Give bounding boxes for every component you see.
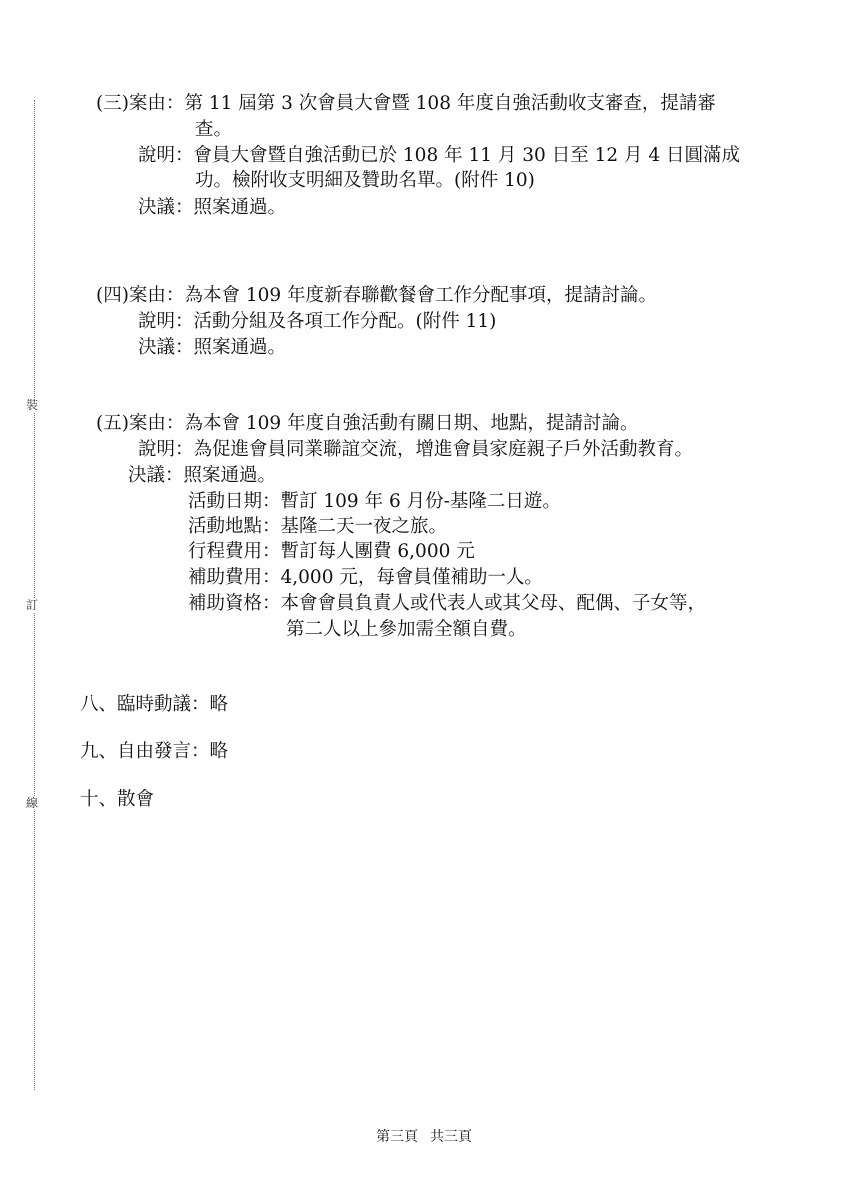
page-total: 共三頁 (430, 1129, 472, 1145)
item4-explain-label: 說明： (138, 311, 194, 332)
item4-explain (138, 310, 496, 334)
item5-case-text: 為本會 109 年度自強活動有關日期、地點，提請討論。 (184, 413, 639, 434)
activity-date (188, 490, 561, 514)
activity-date-label: 活動日期： (188, 491, 281, 512)
item3-explain-text-2: 功。檢附收支明細及贊助名單。(附件 10) (195, 170, 535, 191)
item3-resolution (138, 196, 286, 220)
item5-case-label: (五)案由： (96, 413, 185, 434)
item5-explain-label: 說明： (138, 439, 194, 460)
item5-resolution-label: 決議： (128, 465, 184, 486)
item4-case (96, 284, 657, 308)
section-9: 九、自由發言：略 (80, 741, 229, 762)
activity-location (188, 515, 447, 539)
trip-cost (188, 540, 475, 564)
item4-resolution-text: 照案通過。 (193, 337, 287, 358)
page-footer (0, 1128, 848, 1146)
item5-explain-text: 為促進會員同業聯誼交流，增進會員家庭親子戶外活動教育。 (193, 439, 694, 460)
page-number: 第三頁 (376, 1129, 418, 1145)
activity-location-label: 活動地點： (188, 516, 281, 537)
item3-case-text-1: 第 11 屆第 3 次會員大會暨 108 年度自強活動收支審查，提請審 (184, 93, 716, 114)
item5-resolution-text: 照案通過。 (183, 465, 277, 486)
item3-explain-label: 說明： (138, 145, 194, 166)
subsidy-qualification-label: 補助資格： (188, 593, 281, 614)
item3-explain (138, 144, 740, 168)
subsidy-qualification-value: 本會會員負責人或代表人或其父母、配偶、子女等， (280, 593, 707, 614)
subsidy-cost-label: 補助費用： (188, 567, 281, 588)
subsidy-cost (188, 566, 543, 590)
item4-explain-text: 活動分組及各項工作分配。(附件 11) (193, 311, 497, 332)
trip-cost-value: 暫訂每人團費 6,000 元 (280, 541, 475, 562)
item3-case-label: (三)案由： (96, 93, 185, 114)
section-8: 八、臨時動議：略 (80, 694, 229, 715)
item3-case (96, 92, 716, 116)
binding-line (34, 100, 35, 1090)
binding-char-xian: 線 (26, 796, 39, 810)
subsidy-cost-value: 4,000 元，每會員僅補助一人。 (280, 567, 543, 588)
activity-location-value: 基隆二天一夜之旅。 (280, 516, 448, 537)
activity-date-value: 暫訂 109 年 6 月份-基隆二日遊。 (280, 491, 561, 512)
item4-resolution (138, 336, 286, 360)
subsidy-qualification (188, 592, 706, 616)
item3-resolution-label: 決議： (138, 197, 194, 218)
item5-explain (138, 438, 693, 462)
item4-case-label: (四)案由： (96, 285, 185, 306)
item4-case-text: 為本會 109 年度新春聯歡餐會工作分配事項，提請討論。 (184, 285, 658, 306)
trip-cost-label: 行程費用： (188, 541, 281, 562)
item3-resolution-text: 照案通過。 (193, 197, 287, 218)
item5-case (96, 412, 639, 436)
binding-char-zhuang: 裝 (26, 398, 39, 412)
section-10: 十、散會 (80, 789, 155, 810)
binding-char-ding: 訂 (26, 598, 39, 612)
subsidy-qualification-cont: 第二人以上參加需全額自費。 (286, 619, 527, 640)
item4-resolution-label: 決議： (138, 337, 194, 358)
item5-resolution (128, 464, 276, 488)
item3-explain-text-1: 會員大會暨自強活動已於 108 年 11 月 30 日至 12 月 4 日圓滿成 (193, 145, 741, 166)
item3-case-text-2: 查。 (195, 119, 233, 140)
